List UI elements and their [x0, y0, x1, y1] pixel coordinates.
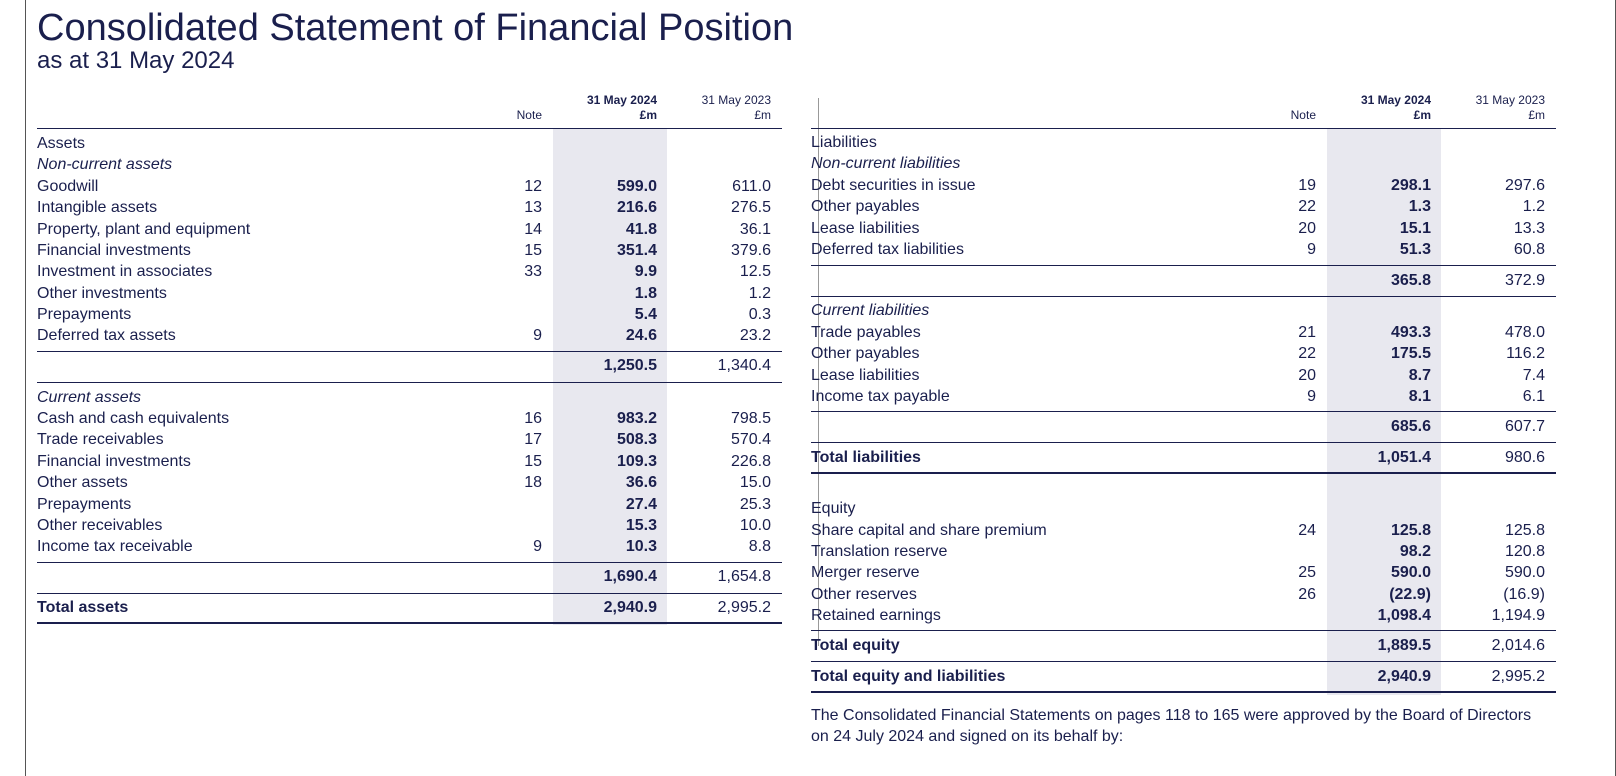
non-current-liabilities-subtotal [811, 270, 1556, 292]
note-reference: 18 [524, 474, 542, 492]
page-border-left [25, 0, 26, 776]
note-reference: 26 [1298, 585, 1316, 603]
line-item-label: Investment in associates [37, 263, 213, 281]
table-row [37, 494, 782, 516]
line-item-label: Property, plant and equipment [37, 220, 251, 238]
subtotal-rule [811, 661, 1556, 662]
current-year-value: 599.0 [616, 178, 657, 195]
current-year-value: 298.1 [1390, 177, 1431, 194]
current-year-value: 24.6 [625, 327, 657, 345]
subtotal-rule-bottom [811, 296, 1556, 297]
current-year-unit-header: £m [1413, 108, 1431, 122]
prior-year-value: 120.8 [1504, 543, 1545, 561]
prior-year-value: 226.8 [730, 452, 771, 470]
equity-heading [811, 498, 1556, 520]
current-liabilities-heading-label: Current liabilities [811, 302, 930, 319]
header-rule [37, 128, 782, 129]
table-row [37, 176, 782, 198]
line-item-label: Lease liabilities [811, 366, 920, 384]
non-current-assets-heading-label: Non-current assets [37, 156, 173, 173]
total-liabilities-prior-year: 980.6 [1504, 449, 1545, 466]
note-column-header: Note [1290, 108, 1316, 122]
liabilities-heading-label: Liabilities [811, 134, 877, 151]
note-column-header: Note [516, 108, 542, 122]
line-item-label: Prepayments [37, 305, 132, 323]
prior-year-value: 0.3 [748, 305, 771, 323]
prior-year-value: 570.4 [730, 431, 771, 449]
current-year-value: 109.3 [616, 452, 657, 470]
table-row [37, 451, 782, 473]
line-item-label: Other payables [811, 198, 920, 216]
prior-year-value: 60.8 [1513, 240, 1545, 258]
prior-year-unit-header: £m [754, 108, 771, 122]
total-equity-and-liabilities-label: Total equity and liabilities [811, 668, 1006, 685]
note-reference: 21 [1298, 324, 1316, 341]
table-row [811, 562, 1556, 584]
current-year-value: 36.6 [625, 474, 657, 492]
current-year-value: 508.3 [616, 431, 657, 449]
current-assets-subtotal [37, 566, 782, 588]
prior-year-value: 1.2 [1522, 198, 1545, 216]
current-year-value: 10.3 [625, 538, 657, 556]
line-item-label: Financial investments [37, 241, 191, 259]
table-row [37, 408, 782, 430]
prior-year-value: 125.8 [1504, 522, 1545, 539]
table-row [37, 536, 782, 558]
prior-year-value: 23.2 [739, 327, 771, 345]
line-item-label: Income tax receivable [37, 538, 193, 556]
current-liabilities-subtotal-current-year: 685.6 [1390, 418, 1431, 435]
total-liabilities-current-year: 1,051.4 [1377, 449, 1431, 466]
non-current-assets-subtotal [37, 355, 782, 377]
prior-year-value: 297.6 [1504, 177, 1545, 194]
current-year-value: 27.4 [625, 495, 657, 513]
line-item-label: Financial investments [37, 452, 191, 470]
line-item-label: Debt securities in issue [811, 177, 976, 194]
prior-year-unit-header: £m [1528, 108, 1545, 122]
non-current-assets-subtotal-current-year: 1,250.5 [603, 357, 657, 374]
line-item-label: Other investments [37, 284, 167, 302]
header-rule [811, 128, 1556, 129]
subtotal-rule-top [811, 411, 1556, 412]
total-assets-label: Total assets [37, 599, 129, 616]
table-row [811, 386, 1556, 408]
current-year-value: 493.3 [1390, 324, 1431, 341]
current-year-value: 9.9 [634, 263, 657, 281]
line-item-label: Translation reserve [811, 543, 948, 561]
total-equity-prior-year: 2,014.6 [1491, 637, 1545, 654]
current-year-column-header: 31 May 2024 [586, 93, 657, 107]
prior-year-value: 25.3 [739, 495, 771, 513]
table-row [37, 197, 782, 219]
prior-year-value: 379.6 [730, 241, 771, 259]
total-assets-prior-year: 2,995.2 [717, 599, 771, 616]
table-row [811, 343, 1556, 365]
note-reference: 19 [1298, 177, 1316, 194]
current-assets-heading-label: Current assets [37, 389, 142, 406]
note-reference: 15 [524, 241, 542, 259]
current-year-value: 175.5 [1390, 345, 1431, 363]
current-year-value: 1.8 [634, 284, 657, 302]
total-assets [37, 597, 782, 619]
line-item-label: Goodwill [37, 178, 99, 195]
current-year-unit-header: £m [639, 108, 657, 122]
current-year-value: 5.4 [634, 305, 657, 323]
line-item-label: Other reserves [811, 585, 917, 603]
line-item-label: Trade payables [811, 324, 921, 341]
table-row [811, 605, 1556, 627]
note-reference: 20 [1298, 366, 1316, 384]
current-liabilities-subtotal [811, 416, 1556, 438]
table-row [811, 218, 1556, 240]
table-row [811, 365, 1556, 387]
line-item-label: Trade receivables [37, 431, 164, 449]
table-row [811, 322, 1556, 344]
current-assets-subtotal-current-year: 1,690.4 [603, 568, 657, 585]
non-current-assets-heading [37, 154, 782, 176]
note-reference: 22 [1298, 198, 1316, 216]
table-row [811, 541, 1556, 563]
line-item-label: Deferred tax assets [37, 327, 176, 345]
total-equity-and-liabilities [811, 666, 1556, 688]
note-reference: 9 [533, 327, 542, 345]
assets-panel [37, 0, 782, 776]
prior-year-value: 8.8 [748, 538, 771, 556]
table-row [37, 261, 782, 283]
prior-year-value: 12.5 [739, 263, 771, 281]
table-row [37, 283, 782, 305]
subtotal-rule-top [37, 562, 782, 563]
current-year-value: 351.4 [616, 241, 657, 259]
prior-year-value: 13.3 [1513, 219, 1545, 237]
line-item-label: Share capital and share premium [811, 522, 1047, 539]
note-reference: 16 [524, 410, 542, 427]
line-item-label: Other assets [37, 474, 128, 492]
note-reference: 12 [524, 178, 542, 195]
assets-heading-label: Assets [37, 135, 86, 152]
subtotal-rule-top [811, 265, 1556, 266]
table-row [811, 175, 1556, 197]
note-reference: 17 [524, 431, 542, 449]
current-year-value: 8.1 [1408, 387, 1431, 405]
table-row [811, 584, 1556, 606]
prior-year-value: 7.4 [1522, 366, 1545, 384]
line-item-label: Other receivables [37, 517, 163, 534]
table-row [37, 325, 782, 347]
line-item-label: Lease liabilities [811, 219, 920, 237]
table-row [37, 240, 782, 262]
table-row [811, 239, 1556, 261]
non-current-liabilities-heading [811, 153, 1556, 175]
current-assets-heading [37, 387, 782, 409]
note-reference: 33 [524, 263, 542, 281]
table-row [811, 520, 1556, 542]
current-year-value: 1.3 [1408, 198, 1431, 216]
table-row [37, 219, 782, 241]
total-liabilities [811, 447, 1556, 469]
total-liabilities-label: Total liabilities [811, 449, 921, 466]
current-year-value: 15.1 [1399, 219, 1431, 237]
note-reference: 9 [1307, 240, 1316, 258]
prior-year-value: 1,194.9 [1491, 606, 1545, 624]
current-assets-subtotal-prior-year: 1,654.8 [717, 568, 771, 585]
page-title: Consolidated Statement of Financial Position [37, 7, 794, 49]
subtotal-rule [811, 630, 1556, 631]
total-rule [811, 472, 1556, 474]
total-assets-current-year: 2,940.9 [603, 599, 657, 616]
note-reference: 9 [533, 538, 542, 556]
current-year-value: 125.8 [1390, 522, 1431, 539]
approval-note: The Consolidated Financial Statements on pages 118 to 165 were approved by the Board of Directors on 24 July 2024 and signed on its behalf by: [811, 707, 1532, 745]
current-year-value: 590.0 [1390, 564, 1431, 582]
line-item-label: Cash and cash equivalents [37, 410, 230, 427]
prior-year-value: 15.0 [739, 474, 771, 492]
note-reference: 13 [524, 199, 542, 217]
note-reference: 25 [1298, 564, 1316, 582]
prior-year-value: 478.0 [1504, 324, 1545, 341]
note-reference: 14 [524, 220, 542, 238]
prior-year-value: 36.1 [739, 220, 771, 238]
total-equity-and-liabilities-current-year: 2,940.9 [1377, 668, 1431, 685]
current-year-value: (22.9) [1389, 585, 1431, 603]
line-item-label: Intangible assets [37, 199, 158, 217]
prior-year-value: 1.2 [748, 284, 771, 302]
assets-heading [37, 133, 782, 155]
note-reference: 9 [1307, 387, 1316, 405]
non-current-liabilities-heading-label: Non-current liabilities [811, 155, 961, 172]
table-row [37, 429, 782, 451]
subtotal-rule-top [37, 351, 782, 352]
prior-year-value: 10.0 [739, 517, 771, 534]
non-current-liabilities-subtotal-current-year: 365.8 [1390, 272, 1431, 289]
table-row [811, 196, 1556, 218]
prior-year-value: (16.9) [1503, 585, 1545, 603]
prior-year-value: 116.2 [1506, 345, 1545, 363]
prior-year-value: 798.5 [730, 410, 771, 427]
note-reference: 22 [1298, 345, 1316, 363]
current-liabilities-heading [811, 300, 1556, 322]
prior-year-value: 590.0 [1504, 564, 1545, 582]
line-item-label: Retained earnings [811, 606, 941, 624]
current-year-value: 98.2 [1399, 543, 1431, 561]
prior-year-value: 611.0 [732, 178, 771, 195]
line-item-label: Income tax payable [811, 387, 950, 405]
line-item-label: Merger reserve [811, 564, 920, 582]
line-item-label: Other payables [811, 345, 920, 363]
total-equity-label: Total equity [811, 637, 900, 654]
current-year-value: 216.6 [616, 199, 657, 217]
equity-heading-label: Equity [811, 500, 856, 517]
table-row [37, 304, 782, 326]
non-current-assets-subtotal-prior-year: 1,340.4 [717, 357, 771, 374]
prior-year-value: 276.5 [730, 199, 771, 217]
current-year-value: 51.3 [1399, 240, 1431, 258]
note-reference: 24 [1298, 522, 1316, 539]
total-equity-and-liabilities-prior-year: 2,995.2 [1491, 668, 1545, 685]
current-year-value: 983.2 [616, 410, 657, 427]
page-subtitle: as at 31 May 2024 [37, 47, 235, 74]
non-current-liabilities-subtotal-prior-year: 372.9 [1504, 272, 1545, 289]
table-row [37, 472, 782, 494]
note-reference: 20 [1298, 219, 1316, 237]
total-equity-current-year: 1,889.5 [1377, 637, 1431, 654]
current-year-value: 41.8 [625, 220, 657, 238]
liabilities-equity-panel [811, 0, 1556, 776]
line-item-label: Deferred tax liabilities [811, 240, 964, 258]
current-year-value: 1,098.4 [1377, 606, 1431, 624]
current-year-value: 8.7 [1408, 366, 1431, 384]
subtotal-rule-bottom [811, 442, 1556, 443]
current-year-column-header: 31 May 2024 [1360, 93, 1431, 107]
subtotal-rule-bottom [37, 593, 782, 594]
total-equity [811, 635, 1556, 657]
current-liabilities-subtotal-prior-year: 607.7 [1504, 418, 1545, 435]
total-rule [811, 691, 1556, 693]
line-item-label: Prepayments [37, 495, 132, 513]
subtotal-rule-bottom [37, 382, 782, 383]
prior-year-column-header: 31 May 2023 [701, 93, 771, 107]
total-rule [37, 622, 782, 624]
current-year-value: 15.3 [625, 517, 657, 534]
note-reference: 15 [524, 452, 542, 470]
prior-year-column-header: 31 May 2023 [1475, 93, 1545, 107]
prior-year-value: 6.1 [1522, 387, 1545, 405]
liabilities-heading [811, 132, 1556, 154]
table-row [37, 515, 782, 537]
